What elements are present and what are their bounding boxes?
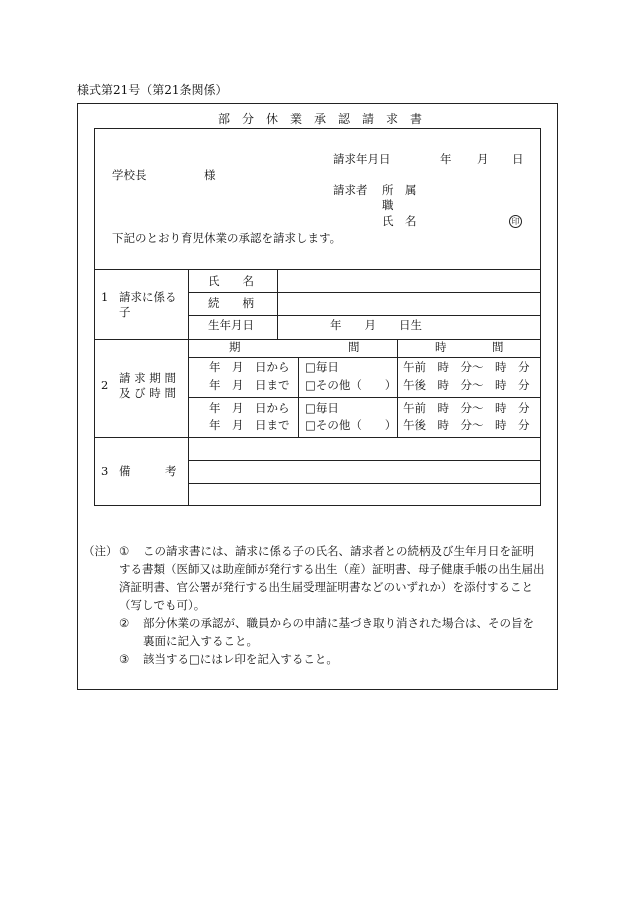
section1-label-line1: 請求に係る	[119, 290, 177, 304]
request-date-year: 年	[440, 152, 452, 166]
child-birthdate-label: 生年月日	[208, 318, 254, 332]
seal-mark: 印	[509, 215, 522, 228]
section2-label-line2: 及 び 時 間	[119, 386, 176, 400]
note1-number: ①	[119, 544, 130, 558]
section1-top-border	[94, 269, 541, 270]
request-statement: 下記のとおり育児休業の承認を請求します。	[112, 231, 342, 245]
note1-line1: この請求書には、請求に係る子の氏名、請求者との続柄及び生年月日を証明	[143, 544, 534, 558]
section3-top-border	[94, 437, 541, 438]
section3-number: 3	[101, 464, 109, 478]
time-header-2: 間	[492, 340, 504, 354]
section1-field-divider	[277, 269, 278, 339]
form-number: 様式第21号（第21条関係）	[77, 83, 228, 97]
affiliation-label: 所 属	[382, 183, 417, 197]
form-title: 部 分 休 業 承 認 請 求 書	[218, 112, 423, 126]
notes-marker: （注）	[83, 544, 118, 558]
period2-pm-time: 午後 時 分～ 時 分	[403, 418, 530, 432]
period1-from: 年 月 日から	[209, 360, 290, 374]
period1-to: 年 月 日まで	[209, 378, 290, 392]
section2-label-line1: 請 求 期 間	[119, 371, 176, 385]
section1-number: 1	[101, 290, 109, 304]
period1-pm-time: 午後 時 分～ 時 分	[403, 378, 530, 392]
name-label: 氏 名	[382, 214, 417, 228]
section-label-divider	[188, 269, 189, 506]
note2-number: ②	[119, 616, 130, 630]
section3-label: 備 考	[119, 464, 177, 478]
period-row-border	[188, 397, 541, 398]
period2-to: 年 月 日まで	[209, 418, 290, 432]
period1-am-time: 午前 時 分～ 時 分	[403, 360, 530, 374]
child-relation-label: 続 柄	[208, 296, 254, 310]
request-date-label: 請求年月日	[333, 152, 391, 166]
note1-line4: （写しでも可）。	[119, 598, 206, 612]
addressee: 学校長 様	[112, 168, 216, 182]
period2-am-time: 午前 時 分～ 時 分	[403, 401, 530, 415]
period-header-2: 間	[348, 340, 360, 354]
period-header-1: 期	[229, 340, 241, 354]
section1-row-border	[188, 292, 541, 293]
section1-label-line2: 子	[119, 305, 131, 319]
child-birthdate-value: 年 月 日生	[330, 318, 422, 332]
section2-top-border	[94, 339, 541, 340]
period2-from: 年 月 日から	[209, 401, 290, 415]
section2-number: 2	[101, 378, 109, 392]
section2-header-border	[188, 357, 541, 358]
note3-number: ③	[119, 652, 130, 666]
period-time-divider	[397, 339, 398, 437]
period2-other-checkbox[interactable]: □その他（ ）	[305, 418, 397, 432]
note1-line2: する書類（医師又は助産師が発行する出生（産）証明書、母子健康手帳の出生届出	[119, 562, 545, 576]
note1-line3: 済証明書、官公署が発行する出生届受理証明書などのいずれか）を添付すること	[119, 580, 533, 594]
child-name-label: 氏 名	[208, 274, 254, 288]
section1-row-border	[188, 315, 541, 316]
request-date-month: 月	[477, 152, 489, 166]
time-header-1: 時	[435, 340, 447, 354]
requester-label: 請求者	[333, 183, 368, 197]
remarks-row-border	[188, 483, 541, 484]
remarks-row-border	[188, 460, 541, 461]
period2-daily-checkbox[interactable]: □毎日	[305, 401, 339, 415]
period1-other-checkbox[interactable]: □その他（ ）	[305, 378, 397, 392]
request-date-day: 日	[512, 152, 524, 166]
note2-line2: 裏面に記入すること。	[143, 634, 258, 648]
note3-line1: 該当する□にはレ印を記入すること。	[143, 652, 338, 666]
position-label: 職	[382, 198, 394, 212]
inner-frame	[94, 128, 541, 506]
note2-line1: 部分休業の承認が、職員からの申請に基づき取り消された場合は、その旨を	[143, 616, 534, 630]
period1-daily-checkbox[interactable]: □毎日	[305, 360, 339, 374]
